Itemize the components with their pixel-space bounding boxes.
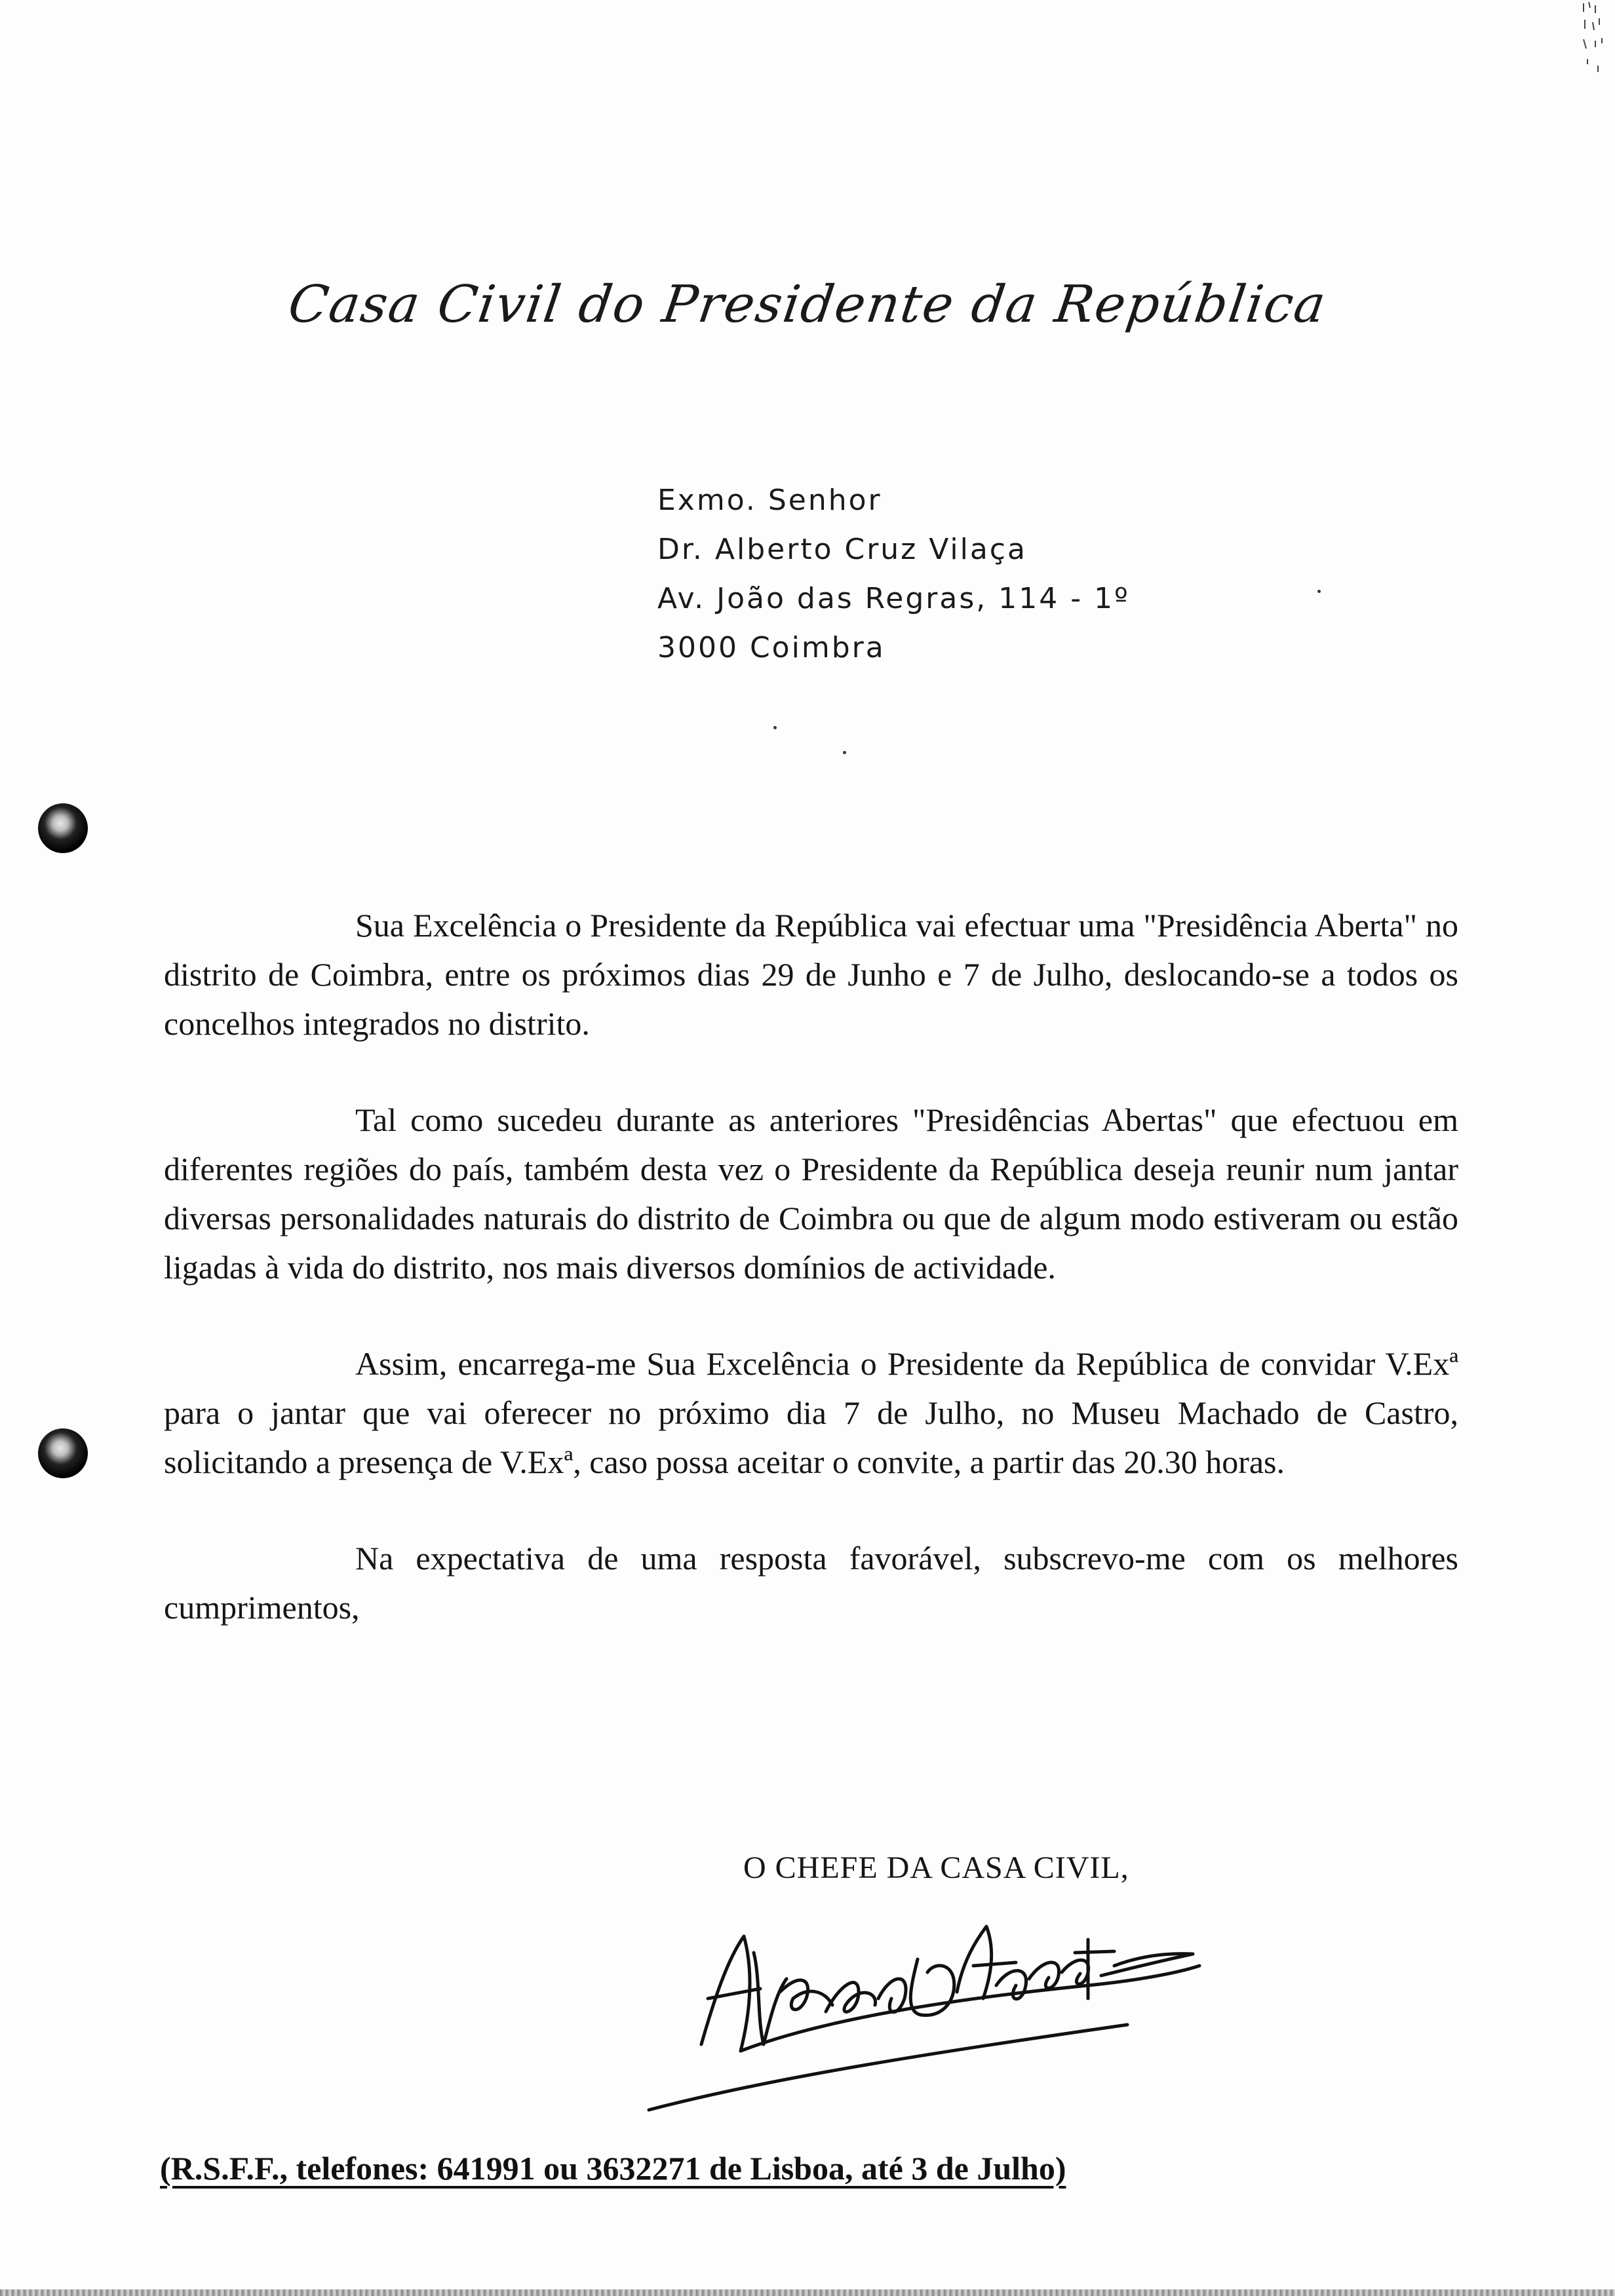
scan-bottom-edge [0, 2289, 1615, 2296]
recipient-street: Av. João das Regras, 114 - 1º [657, 582, 1130, 615]
recipient-name: Dr. Alberto Cruz Vilaça [657, 533, 1027, 566]
scan-speck [1317, 590, 1321, 593]
scan-edge-marks [1580, 0, 1606, 92]
punch-hole-bottom [38, 1428, 88, 1478]
punch-hole-top [38, 803, 88, 853]
recipient-city: 3000 Coimbra [657, 631, 885, 664]
scan-speck [843, 751, 846, 754]
closing-title: O CHEFE DA CASA CIVIL, [743, 1850, 1129, 1885]
footer-rsvp-note: (R.S.F.F., telefones: 641991 ou 3632271 de Lisboa, até 3 de Julho) [160, 2150, 1066, 2187]
letter-body [164, 901, 1458, 1679]
handwritten-signature [629, 1900, 1219, 2116]
paragraph-2: Tal como sucedeu durante as anteriores "Presidências Abertas" que efectuou em diferentes regiões do país, também desta vez o Presidente da República deseja reunir num jantar diversas personalidades naturais do distrito de Coimbra ou que de algum modo estiveram ou estão ligadas à vida do distrito, nos mais diversos domínios de actividade. [164, 1101, 1458, 1286]
paragraph-1: Sua Excelência o Presidente da República vai efectuar uma "Presidência Aberta" no distrito de Coimbra, entre os próximos dias 29 de Junho e 7 de Julho, deslocando-se a todos os concelhos integrados no distrito. [164, 907, 1458, 1042]
paragraph-4: Na expectativa de uma resposta favorável, subscrevo-me com os melhores cumprimentos, [164, 1540, 1458, 1626]
scan-speck [773, 726, 777, 729]
paragraph-3: Assim, encarrega-me Sua Excelência o Presidente da República de convidar V.Exª para o jantar que vai oferecer no próximo dia 7 de Julho, no Museu Machado de Castro, solicitando a presença de V.Exª, caso possa aceitar o convite, a partir das 20.30 horas. [164, 1345, 1458, 1480]
letterhead-title: Casa Civil do Presidente da República [284, 275, 1331, 334]
recipient-salutation: Exmo. Senhor [657, 484, 882, 517]
recipient-address [657, 476, 1130, 672]
